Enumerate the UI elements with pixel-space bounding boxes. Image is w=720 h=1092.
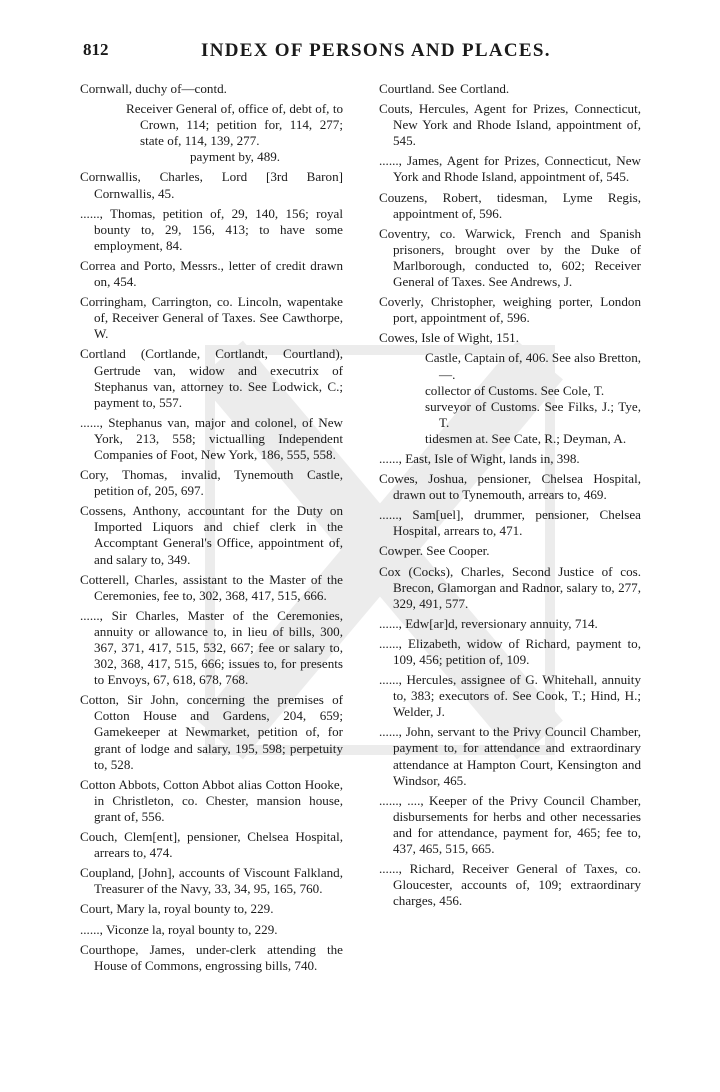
index-entry: Couch, Clem[ent], pensioner, Chelsea Hospital, arrears to, 474.	[80, 829, 343, 861]
index-entry: Cotton Abbots, Cotton Abbot alias Cotton Hooke, in Christleton, co. Chester, mansion house, grant of, 556.	[80, 776, 343, 824]
index-subentry: tidesmen at. See Cate, R.; Deyman, A.	[425, 430, 627, 446]
index-subentry: Castle, Captain of, 406. See also Bretton, —.	[425, 350, 642, 382]
index-entry: Couzens, Robert, tidesman, Lyme Regis, appointment of, 596.	[379, 189, 641, 221]
page-number: 812	[83, 40, 109, 59]
index-entry: Coverly, Christopher, weighing porter, London port, appointment of, 596.	[379, 294, 641, 326]
index-entry: ......, ...., Keeper of the Privy Council Chamber, disbursements for herbs and other necessaries and for attendance, payment for, 465; fee to, 437, 465, 515, 665.	[379, 792, 641, 857]
index-entry: Cossens, Anthony, accountant for the Duty on Imported Liquors and chief clerk in the Accomptant General's Office, appointment of, and salary to, 349.	[80, 503, 343, 567]
index-entry: Correa and Porto, Messrs., letter of credit drawn on, 454.	[80, 257, 343, 290]
right-column	[379, 81, 641, 913]
index-entry: Cory, Thomas, invalid, Tynemouth Castle, petition of, 205, 697.	[80, 467, 343, 499]
index-entry: Couts, Hercules, Agent for Prizes, Connecticut, New York and Rhode Island, appointment of, 545.	[379, 101, 641, 149]
running-title: INDEX OF PERSONS AND PLACES.	[201, 40, 551, 61]
index-entry: Courtland. See Cortland.	[379, 81, 510, 96]
index-entry: Court, Mary la, royal bounty to, 229.	[80, 901, 274, 917]
index-entry: Coupland, [John], accounts of Viscount Falkland, Treasurer of the Navy, 33, 34, 95, 165, 760.	[80, 865, 343, 897]
index-entry: Cornwall, duchy of—contd.	[80, 81, 227, 96]
index-subentry: surveyor of Customs. See Filks, J.; Tye, T.	[425, 398, 641, 430]
index-subentry: payment by, 489.	[190, 149, 281, 165]
index-entry: ......, Hercules, assignee of G. Whitehall, annuity to, 383; executors of. See Cook, T.; Hind, H.; Welder, J.	[379, 672, 641, 720]
index-entry: ......, Edw[ar]d, reversionary annuity, 714.	[379, 615, 598, 631]
index-subentry: Receiver General of, office of, debt of, to Crown, 114; petition for, 114, 277; state of, 114, 139, 277.	[126, 101, 343, 149]
index-entry: Courthope, James, under-clerk attending the House of Commons, engrossing bills, 740.	[80, 941, 343, 973]
index-entry: ......, Richard, Receiver General of Taxes, co. Gloucester, accounts of, 109; extraordinary charges, 456.	[379, 861, 641, 909]
index-subentry: collector of Customs. See Cole, T.	[425, 382, 605, 398]
page-header	[83, 40, 643, 66]
index-entry: Cowes, Isle of Wight, 151.	[379, 330, 519, 346]
index-entry: ......, East, Isle of Wight, lands in, 398.	[379, 450, 580, 466]
index-entry: ......, Stephanus van, major and colonel, of New York, 213, 558; victualling Independent Companies of Foot, New York, 186, 555, 558.	[80, 414, 343, 462]
index-entry: Cowes, Joshua, pensioner, Chelsea Hospital, drawn out to Tynemouth, arrears to, 469.	[379, 471, 641, 503]
index-entry: Corringham, Carrington, co. Lincoln, wapentake of, Receiver General of Taxes. See Cawthorpe, W.	[80, 294, 343, 342]
index-entry: Cortland (Cortlande, Cortlandt, Courtland), Gertrude van, widow and executrix of Stephanus van, attorney to. See Lodwick, C.; payment to, 557.	[80, 346, 343, 410]
index-entry: Coventry, co. Warwick, French and Spanish prisoners, brought over by the Duke of Marlborough, conducted to, 602; Receiver General of Taxes. See Andrews, J.	[379, 225, 641, 290]
index-entry: ......, Thomas, petition of, 29, 140, 156; royal bounty to, 29, 156, 413; to have some employment, 84.	[80, 205, 343, 253]
index-entry: Cotterell, Charles, assistant to the Master of the Ceremonies, fee to, 302, 368, 417, 515, 666.	[80, 571, 343, 603]
index-entry: ......, John, servant to the Privy Council Chamber, payment to, for attendance and extraordinary attendance at Hampton Court, Kensington and Windsor, 465.	[379, 724, 641, 788]
index-entry: ......, Elizabeth, widow of Richard, payment to, 109, 456; petition of, 109.	[379, 635, 641, 667]
index-entry: Cox (Cocks), Charles, Second Justice of cos. Brecon, Glamorgan and Radnor, salary to, 277, 329, 491, 577.	[379, 563, 641, 611]
index-entry: ......, Viconze la, royal bounty to, 229.	[80, 921, 278, 937]
index-entry: ......, James, Agent for Prizes, Connecticut, New York and Rhode Island, appointment of, 545.	[379, 153, 641, 185]
index-entry: Cotton, Sir John, concerning the premises of Cotton House and Gardens, 204, 659; Gamekeeper at Newmarket, petition of, for grant of lodge and salary, 195, 598; perpetuity to, 528.	[80, 692, 343, 772]
index-entry: ......, Sam[uel], drummer, pensioner, Chelsea Hospital, arrears to, 471.	[379, 507, 641, 539]
index-entry: Cowper. See Cooper.	[379, 543, 490, 559]
index-entry: ......, Sir Charles, Master of the Ceremonies, annuity or allowance to, in lieu of bills, 300, 367, 371, 417, 515, 532, 667; fee or salary to, 302, 368, 417, 515, 666; issues to, for presents to Envoys, 67, 618, 678, 768.	[80, 607, 343, 688]
index-entry: Cornwallis, Charles, Lord [3rd Baron] Cornwallis, 45.	[80, 169, 343, 201]
left-column	[80, 81, 343, 978]
